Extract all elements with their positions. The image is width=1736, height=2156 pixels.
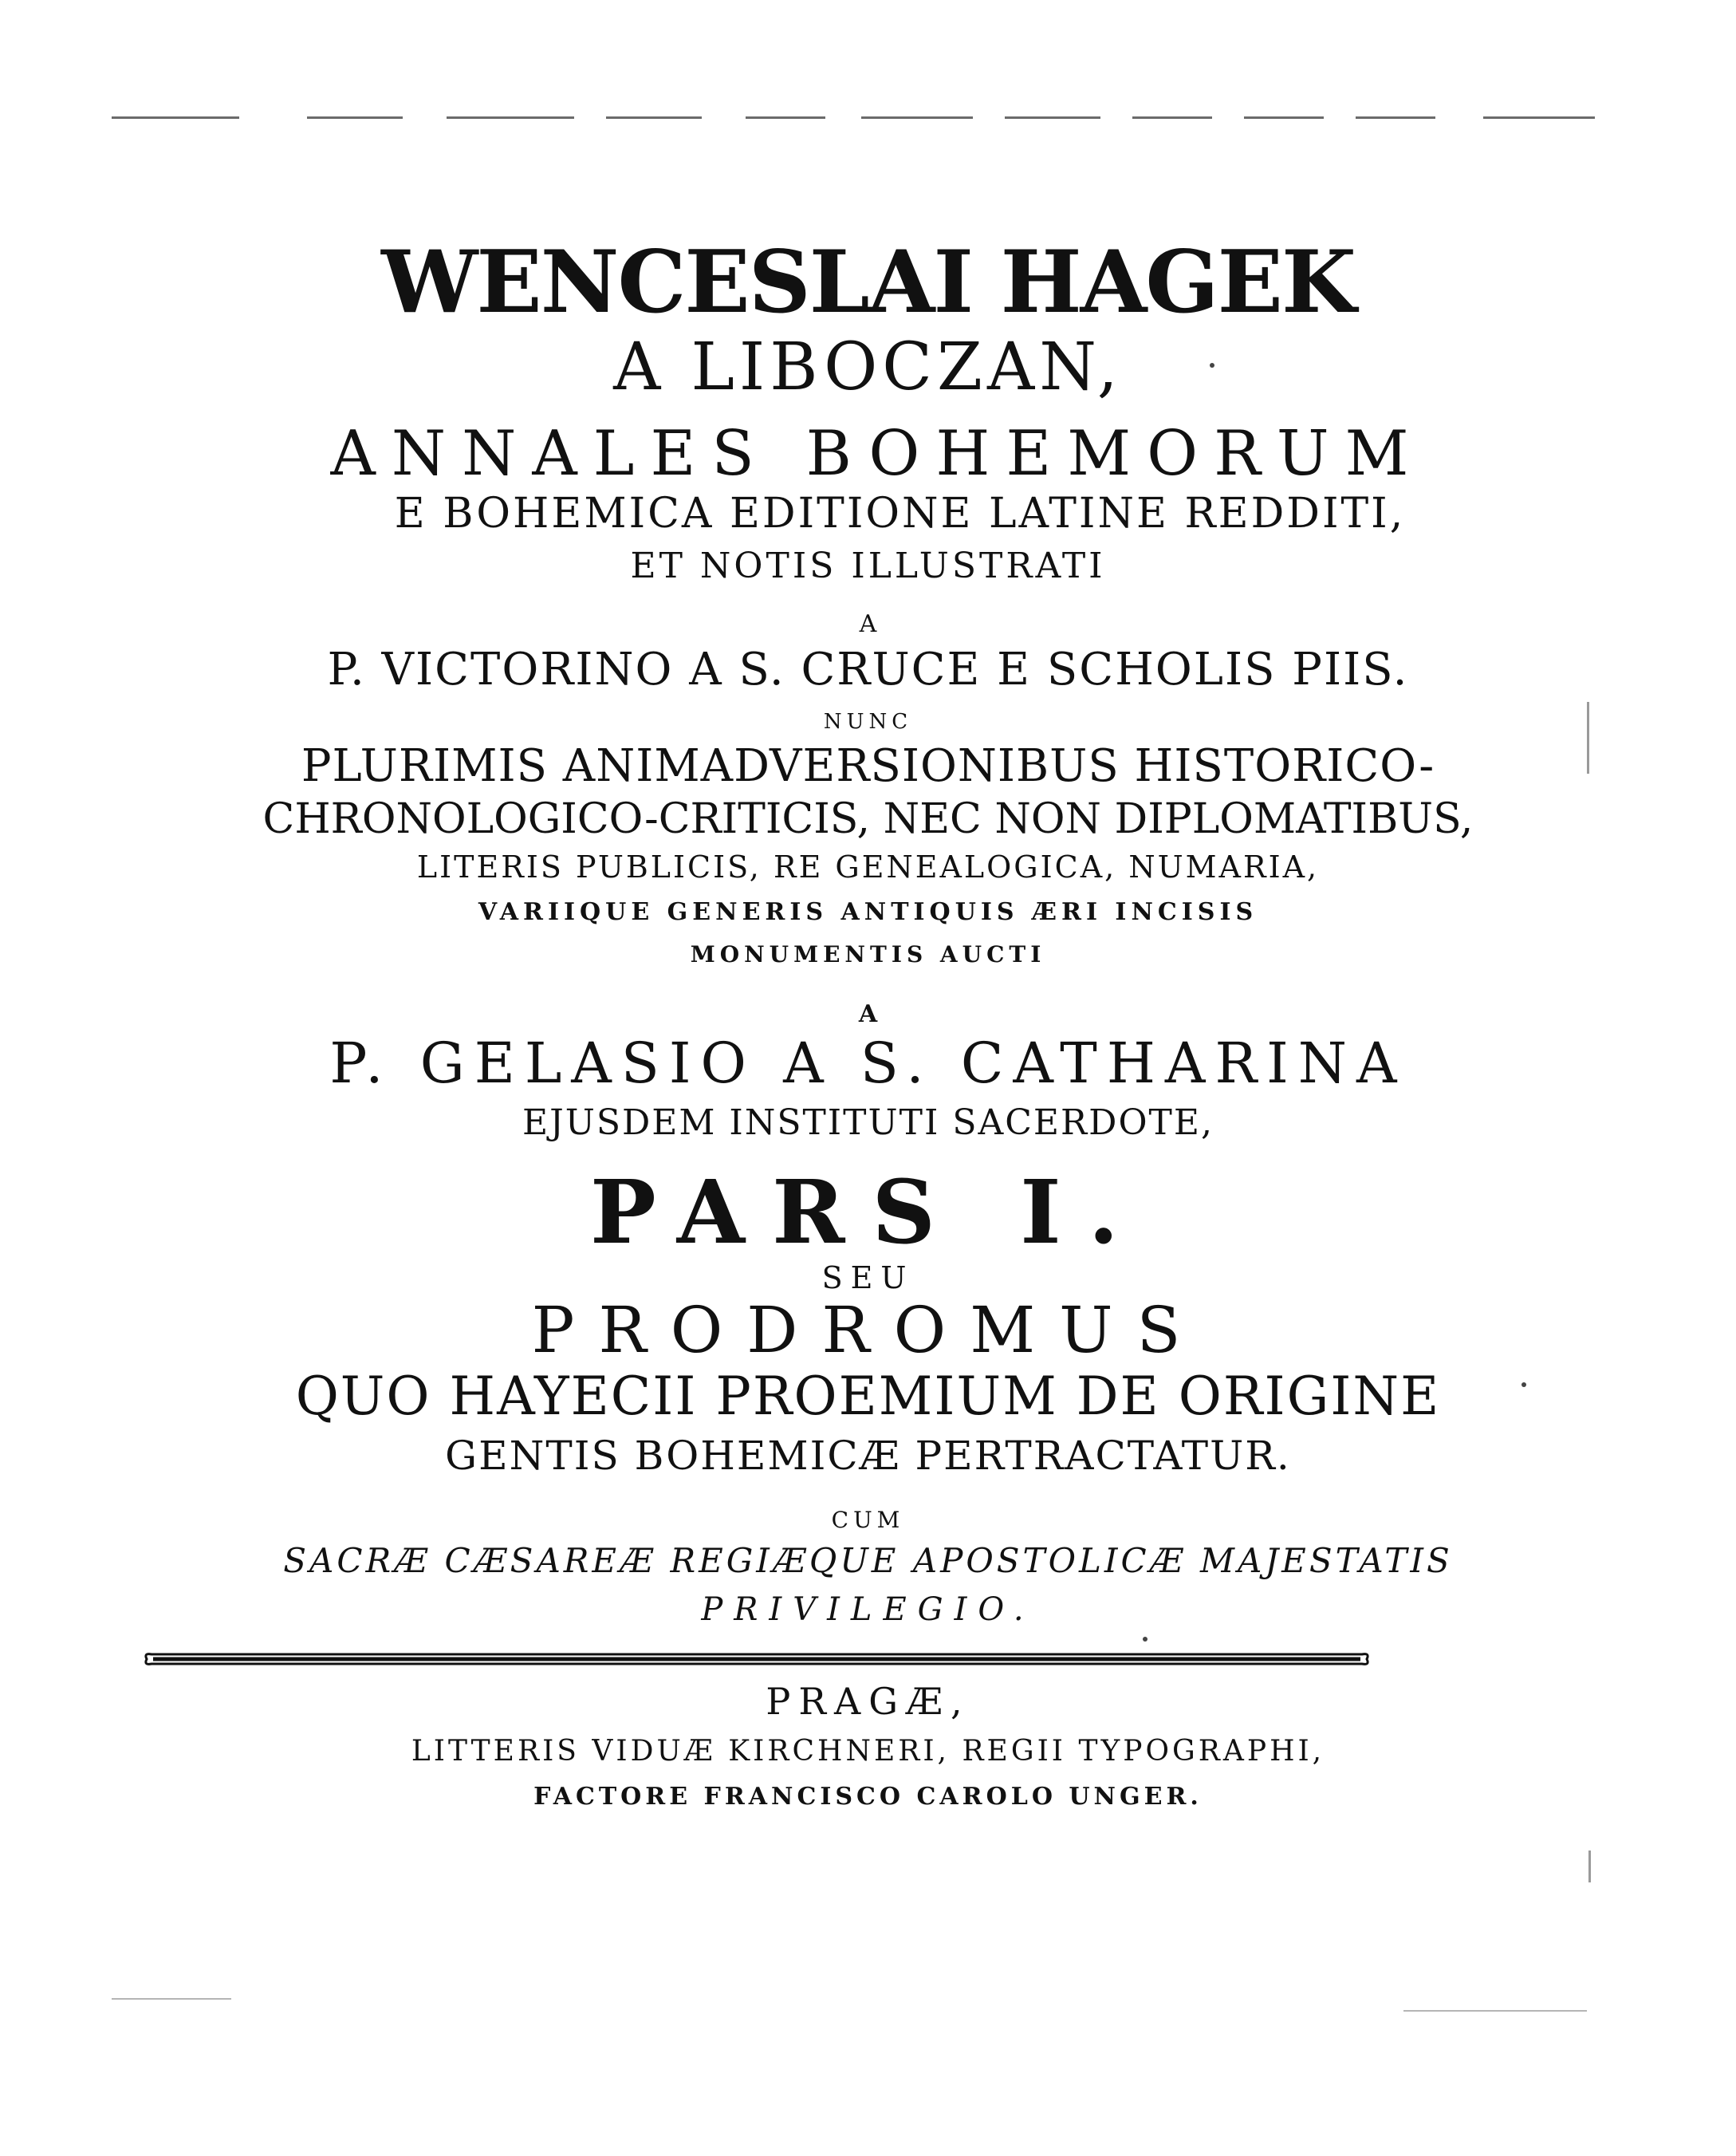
- description-line: QUO HAYECII PROEMIUM DE ORIGINE: [295, 1366, 1441, 1427]
- top-scan-rule: [1483, 116, 1595, 119]
- top-scan-rule: [1132, 116, 1212, 119]
- work-title: ANNALES BOHEMORUM: [330, 418, 1425, 490]
- part-number: PARS I.: [590, 1161, 1146, 1263]
- cum-line: CUM: [831, 1507, 905, 1533]
- top-scan-rule: [112, 116, 239, 119]
- augmentation-line: CHRONOLOGICO-CRITICIS, NEC NON DIPLOMATIBUS,: [262, 795, 1474, 843]
- top-scan-rule: [307, 116, 403, 119]
- augmentation-line: PLURIMIS ANIMADVERSIONIBUS HISTORICO-: [301, 740, 1435, 792]
- top-scan-rule: [447, 116, 574, 119]
- top-scan-rule: [1356, 116, 1435, 119]
- augmentation-line: LITERIS PUBLICIS, RE GENEALOGICA, NUMARIA,: [416, 849, 1320, 885]
- scan-speck: [1143, 1637, 1147, 1642]
- top-scan-rule: [1005, 116, 1100, 119]
- author-name: WENCESLAI HAGEK: [381, 232, 1355, 333]
- by-line: A: [858, 1000, 878, 1028]
- augmentation-line: MONUMENTIS AUCTI: [690, 941, 1046, 968]
- privilege-line: PRIVILEGIO.: [701, 1591, 1035, 1628]
- imprint-factor: FACTORE FRANCISCO CAROLO UNGER.: [533, 1783, 1203, 1811]
- bottom-scan-rule: [1403, 2010, 1587, 2012]
- notes-line: ET NOTIS ILLUSTRATI: [630, 546, 1106, 586]
- top-scan-rule: [746, 116, 825, 119]
- translator-name: P. VICTORINO A S. CRUCE E SCHOLIS PIIS.: [327, 644, 1409, 696]
- editor-role: EJUSDEM INSTITUTI SACERDOTE,: [522, 1102, 1214, 1143]
- editor-name: P. GELASIO A S. CATHARINA: [329, 1031, 1407, 1096]
- author-locality: A LIBOCZAN,: [613, 329, 1123, 405]
- margin-scan-mark: [1588, 1851, 1591, 1882]
- translation-note: E BOHEMICA EDITIONE LATINE REDDITI,: [394, 490, 1406, 538]
- ornamental-rule: [142, 1651, 1372, 1667]
- description-line: GENTIS BOHEMICÆ PERTRACTATUR.: [445, 1433, 1291, 1479]
- top-scan-rule: [1244, 116, 1324, 119]
- seu-line: SEU: [821, 1260, 915, 1295]
- by-line: A: [859, 610, 877, 638]
- nunc-line: NUNC: [823, 710, 913, 734]
- privilege-line: SACRÆ CÆSAREÆ REGIÆQUE APOSTOLICÆ MAJESTATIS: [283, 1541, 1453, 1580]
- bottom-scan-rule: [112, 1998, 231, 2000]
- top-scan-rule: [861, 116, 973, 119]
- imprint-place: PRAGÆ,: [766, 1680, 970, 1723]
- top-scan-rule: [606, 116, 702, 119]
- imprint-printer: LITTERIS VIDUÆ KIRCHNERI, REGII TYPOGRAPHI,: [411, 1735, 1325, 1768]
- prodromus-title: PRODROMUS: [531, 1293, 1205, 1367]
- augmentation-line: VARIIQUE GENERIS ANTIQUIS ÆRI INCISIS: [478, 898, 1258, 926]
